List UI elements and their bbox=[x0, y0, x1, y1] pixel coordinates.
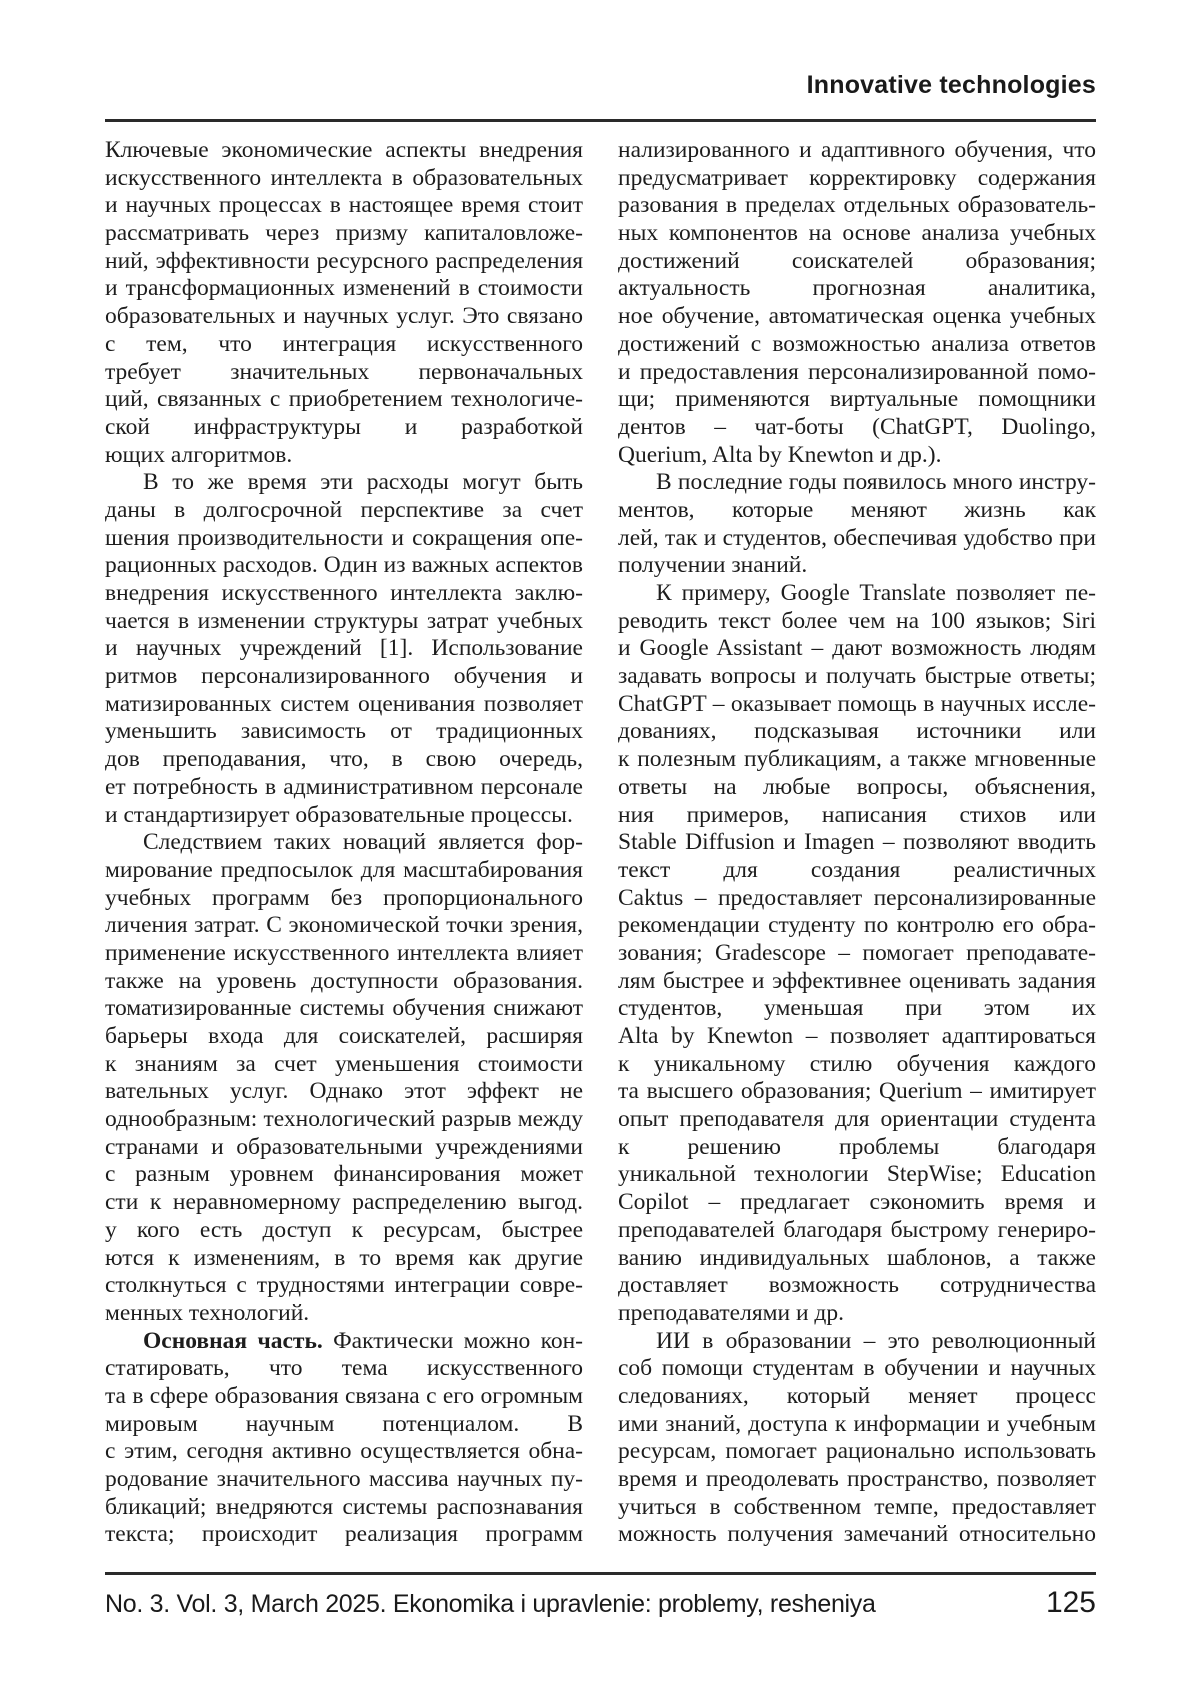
text-line: лей, так и студентов, обеспечивая удобство при bbox=[618, 524, 1096, 551]
text-line: преподавателями и др. bbox=[618, 1299, 844, 1326]
text-line: ных компонентов на основе анализа учебных bbox=[618, 220, 1096, 247]
text-line: В последние годы появилось много инстру- bbox=[656, 469, 1096, 496]
text-line: Основная часть. Фактически можно кон- bbox=[143, 1327, 583, 1354]
text-line: лям быстрее и эффективнее оценивать задания bbox=[618, 967, 1096, 994]
text-line: разования в пределах отдельных образователь- bbox=[618, 192, 1096, 219]
text-line: рассматривать через призму капиталовложе- bbox=[105, 220, 583, 247]
paragraph bbox=[105, 469, 583, 829]
section-title: Innovative technologies bbox=[806, 71, 1096, 99]
paragraph bbox=[618, 580, 1096, 1328]
text-line: учебных программ без пропорционального bbox=[105, 884, 583, 911]
text-line: та высшего образования; Querium – имитирует bbox=[618, 1078, 1096, 1105]
text-line: учиться в собственном темпе, предоставляет bbox=[618, 1493, 1096, 1520]
text-line: Следствием таких новаций является фор- bbox=[143, 829, 583, 856]
text-line: искусственного интеллекта в образовательных bbox=[105, 164, 583, 191]
text-line: время и преодолевать пространство, позволяет bbox=[618, 1466, 1096, 1492]
text-line: однообразным: технологический разрыв между bbox=[105, 1106, 583, 1133]
text-line: столкнуться с трудностями интеграции совре- bbox=[105, 1272, 583, 1299]
text-line: ответы на любые вопросы, объяснения, bbox=[618, 773, 1096, 800]
text-line: достижений с возможностью анализа ответов bbox=[618, 330, 1096, 357]
text-line: предусматривает корректировку содержания bbox=[618, 164, 1096, 191]
text-line: ИИ в образовании – это революционный bbox=[656, 1327, 1096, 1354]
text-line: Alta by Knewton – позволяет адаптироваться bbox=[618, 1023, 1096, 1049]
text-line: текст для создания реалистичных bbox=[618, 856, 1096, 883]
text-line: щи; применяются виртуальные помощники bbox=[618, 386, 1096, 413]
text-line: личения затрат. С экономической точки зрения, bbox=[105, 912, 583, 939]
text-line: к уникальному стилю обучения каждого bbox=[618, 1050, 1096, 1077]
text-line: Copilot – предлагает сэкономить время и bbox=[618, 1189, 1096, 1216]
header-rule bbox=[105, 119, 1096, 122]
text-line: внедрения искусственного интеллекта заклю- bbox=[105, 580, 583, 606]
text-line: ванию индивидуальных шаблонов, а также bbox=[618, 1244, 1096, 1271]
text-line: актуальность прогнозная аналитика, bbox=[618, 275, 1096, 302]
text-line: следованиях, который меняет процесс bbox=[618, 1382, 1096, 1409]
paragraph bbox=[618, 137, 1096, 469]
text-line: ской инфраструктуры и разработкой bbox=[105, 413, 583, 440]
text-line: ются к изменениям, в то время как другие bbox=[105, 1244, 583, 1271]
journal-issue-line: No. 3. Vol. 3, March 2025. Ekonomika i upravlenie: problemy, resheniya bbox=[105, 1590, 876, 1618]
text-line: ChatGPT – оказывает помощь в научных иссле- bbox=[618, 690, 1096, 717]
text-line: дованиях, подсказывая источники или bbox=[618, 718, 1096, 745]
text-line: менных технологий. bbox=[105, 1299, 310, 1326]
text-line: Stable Diffusion и Imagen – позволяют вводить bbox=[618, 829, 1096, 856]
text-line: к полезным публикациям, а также мгновенные bbox=[618, 746, 1096, 773]
text-line: шения производительности и сокращения опе- bbox=[105, 524, 583, 551]
text-line: ритмов персонализированного обучения и bbox=[105, 663, 583, 690]
text-line: требует значительных первоначальных bbox=[105, 358, 583, 385]
text-line: томатизированные системы обучения снижают bbox=[105, 995, 583, 1022]
text-line: достижений соискателей образования; bbox=[618, 247, 1096, 274]
text-line: студентов, уменьшая при этом их bbox=[618, 995, 1096, 1022]
page-footer bbox=[105, 1586, 1096, 1620]
text-line: задавать вопросы и получать быстрые ответы; bbox=[618, 663, 1096, 690]
text-line: даны в долгосрочной перспективе за счет bbox=[105, 496, 583, 523]
paragraph-lead-bold: Основная часть. bbox=[143, 1327, 323, 1354]
text-line: и предоставления персонализированной помо- bbox=[618, 358, 1096, 385]
text-line: и трансформационных изменений в стоимости bbox=[105, 275, 583, 302]
text-line: с разным уровнем финансирования может bbox=[105, 1161, 583, 1188]
text-line: ное обучение, автоматическая оценка учебных bbox=[618, 303, 1096, 330]
text-line: у кого есть доступ к ресурсам, быстрее bbox=[105, 1216, 583, 1243]
text-line: вательных услуг. Однако этот эффект не bbox=[105, 1078, 583, 1105]
text-line: ими знаний, доступа к информации и учебным bbox=[618, 1410, 1096, 1437]
text-line: странами и образовательными учреждениями bbox=[105, 1133, 583, 1160]
text-line: К примеру, Google Translate позволяет пе- bbox=[656, 580, 1096, 606]
text-line: ний, эффективности ресурсного распределения bbox=[105, 247, 583, 274]
paragraph bbox=[618, 469, 1096, 580]
text-line: мировым научным потенциалом. В bbox=[105, 1410, 583, 1437]
text-line: матизированных систем оценивания позволяет bbox=[105, 690, 583, 717]
text-line: рационных расходов. Один из важных аспектов bbox=[105, 552, 583, 579]
text-line: статировать, что тема искусственного bbox=[105, 1355, 583, 1382]
text-line: доставляет возможность сотрудничества bbox=[618, 1272, 1096, 1299]
text-line: уникальной технологии StepWise; Education bbox=[618, 1161, 1096, 1188]
text-line: сти к неравномерному распределению выгод. bbox=[105, 1189, 583, 1216]
text-line: также на уровень доступности образования. bbox=[105, 967, 583, 994]
text-line: с тем, что интеграция искусственного bbox=[105, 330, 583, 357]
text-line: родование значительного массива научных пу- bbox=[105, 1466, 583, 1492]
column-right bbox=[618, 137, 1096, 1549]
text-line: опыт преподавателя для ориентации студента bbox=[618, 1106, 1096, 1133]
text-line: к знаниям за счет уменьшения стоимости bbox=[105, 1050, 583, 1077]
text-line: соб помощи студентам в обучении и научных bbox=[618, 1355, 1096, 1382]
text-line: ет потребность в административном персонале bbox=[105, 773, 583, 800]
text-line: зования; Gradescope – помогает преподавате- bbox=[618, 939, 1096, 966]
text-line: мирование предпосылок для масштабирования bbox=[105, 856, 583, 883]
text-line: ющих алгоритмов. bbox=[105, 441, 293, 468]
text-line: и Google Assistant – дают возможность людям bbox=[618, 635, 1096, 662]
article-body bbox=[105, 137, 1096, 1549]
paragraph bbox=[618, 1328, 1096, 1550]
text-line: применение искусственного интеллекта влияет bbox=[105, 939, 583, 966]
paragraph bbox=[105, 1328, 583, 1550]
text-line: дов преподавания, что, в свою очередь, bbox=[105, 746, 583, 773]
text-line: бликаций; внедряются системы распознавания bbox=[105, 1493, 583, 1520]
text-line: Caktus – предоставляет персонализированные bbox=[618, 884, 1096, 911]
text-line: уменьшить зависимость от традиционных bbox=[105, 718, 583, 745]
text-line: нализированного и адаптивного обучения, что bbox=[618, 137, 1096, 163]
text-line: преподавателей благодаря быстрому генериро- bbox=[618, 1216, 1096, 1243]
text-line: и стандартизирует образовательные процессы. bbox=[105, 801, 573, 828]
text-line: ресурсам, помогает рационально использовать bbox=[618, 1438, 1096, 1465]
text-line: и научных учреждений [1]. Использование bbox=[105, 635, 583, 662]
column-left bbox=[105, 137, 583, 1549]
text-line: дентов – чат-боты (ChatGPT, Duolingo, bbox=[618, 413, 1096, 440]
text-line: ций, связанных с приобретением технологиче- bbox=[105, 386, 583, 413]
text-line: к решению проблемы благодаря bbox=[618, 1133, 1096, 1160]
footer-rule bbox=[105, 1572, 1096, 1575]
text-line: с этим, сегодня активно осуществляется обна- bbox=[105, 1438, 583, 1465]
text-line: чается в изменении структуры затрат учебных bbox=[105, 607, 583, 634]
text-line: Querium, Alta by Knewton и др.). bbox=[618, 441, 942, 468]
text-line: В то же время эти расходы могут быть bbox=[143, 469, 583, 496]
paragraph bbox=[105, 829, 583, 1327]
text-line: реводить текст более чем на 100 языков; Siri bbox=[618, 607, 1096, 634]
text-line: получении знаний. bbox=[618, 552, 808, 579]
text-line: Ключевые экономические аспекты внедрения bbox=[105, 137, 583, 163]
page-number: 125 bbox=[1045, 1586, 1096, 1619]
text-line: та в сфере образования связана с его огромным bbox=[105, 1382, 583, 1409]
text-line: текста; происходит реализация программ bbox=[105, 1521, 583, 1548]
text-line: ния примеров, написания стихов или bbox=[618, 801, 1096, 828]
text-line: барьеры входа для соискателей, расширяя bbox=[105, 1023, 583, 1049]
text-line: рекомендации студенту по контролю его обра- bbox=[618, 912, 1096, 939]
paragraph bbox=[105, 137, 583, 469]
text-line: ментов, которые меняют жизнь как bbox=[618, 496, 1096, 523]
text-line: и научных процессах в настоящее время стоит bbox=[105, 192, 583, 219]
text-line: образовательных и научных услуг. Это связано bbox=[105, 303, 583, 330]
text-line: можность получения замечаний относительно bbox=[618, 1521, 1096, 1548]
